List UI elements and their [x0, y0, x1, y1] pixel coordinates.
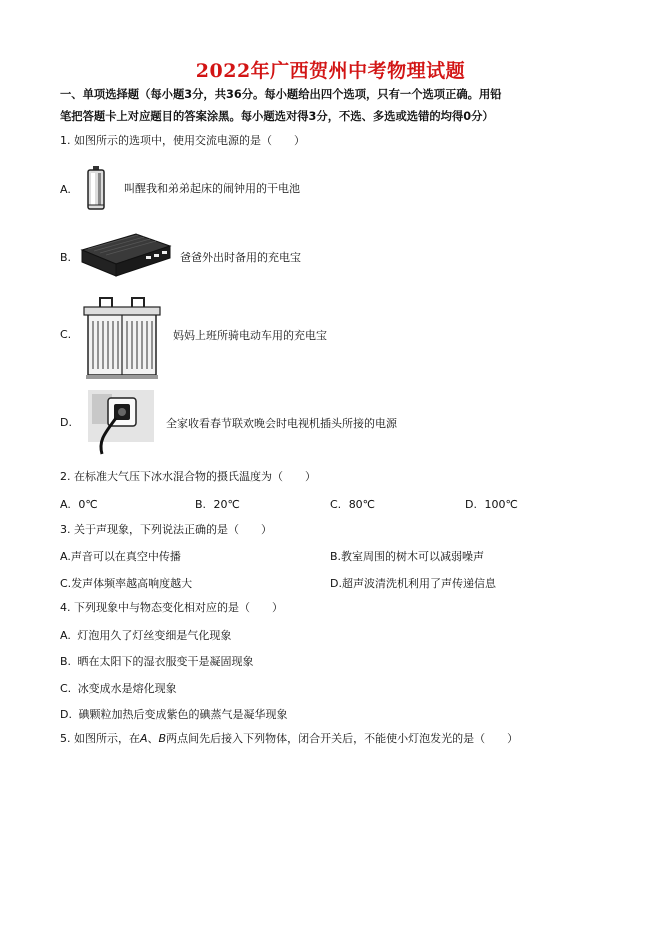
section-heading-line-1: 一、单项选择题（每小题3分，共36分。每小题给出四个选项，只有一个选项正确。用铅 [60, 88, 502, 101]
q4-option-c-label: C. [60, 682, 72, 695]
q3-option-a [60, 548, 181, 564]
q2-option-b-text: 20℃ [213, 498, 240, 511]
question-4-stem: 4. 下列现象中与物态变化相对应的是（ ） [60, 601, 283, 614]
q2-option-a-label: A. [60, 498, 71, 511]
q2-option-d [465, 498, 518, 511]
q4-option-d-text: 碘颗粒加热后变成紫色的碘蒸气是凝华现象 [78, 708, 288, 721]
q1-option-b-label: B. [60, 251, 72, 264]
lead-acid-battery-icon [82, 295, 162, 381]
q4-option-c-text: 冰变成水是熔化现象 [77, 682, 177, 695]
q4-option-a [60, 627, 231, 643]
q3-option-d [330, 575, 496, 591]
q2-option-b [195, 498, 240, 511]
q2-option-c-text: 80℃ [348, 498, 376, 511]
q1-option-a-text: 叫醒我和弟弟起床的闹钟用的干电池 [124, 182, 300, 195]
power-bank-icon [80, 232, 172, 280]
q3-option-d-text: 超声波清洗机利用了声传递信息 [341, 577, 496, 590]
question-3-stem: 3. 关于声现象，下列说法正确的是（ ） [60, 523, 272, 536]
q2-option-d-text: 100℃ [484, 498, 518, 511]
question-1-stem: 1. 如图所示的选项中，使用交流电源的是（ ） [60, 134, 305, 147]
q4-option-a-label: A. [60, 629, 71, 642]
q1-option-c-text: 妈妈上班所骑电动车用的充电宝 [173, 329, 327, 342]
q5-separator: 、 [147, 732, 159, 745]
q5-stem-post: 两点间先后接入下列物体，闭合开关后，不能使小灯泡发光的是（ ） [166, 732, 519, 745]
q3-option-c-label: C. [60, 577, 72, 590]
q3-option-c [60, 575, 192, 591]
question-5-stem [60, 731, 518, 747]
q5-stem-pre: 5. 如图所示，在 [60, 732, 140, 745]
q2-option-a-text: 0℃ [78, 498, 98, 511]
q3-option-b [330, 548, 484, 564]
q2-option-c [330, 498, 375, 511]
q4-option-c [60, 680, 177, 696]
q3-option-c-text: 发声体频率越高响度越大 [71, 577, 193, 590]
q3-option-a-text: 声音可以在真空中传播 [70, 550, 181, 563]
q3-option-b-text: 教室周围的树木可以减弱噪声 [341, 550, 485, 563]
q1-option-c-label: C. [60, 328, 72, 341]
q3-option-d-label: D. [330, 577, 342, 590]
q1-option-d-text: 全家收看春节联欢晚会时电视机插头所接的电源 [166, 417, 397, 430]
page-title: 2022年广西贺州中考物理试题 [195, 60, 466, 82]
q4-option-b [60, 653, 254, 669]
q5-point-b: B [158, 732, 167, 745]
q1-option-a-label: A. [60, 183, 71, 196]
q3-option-b-label: B. [330, 550, 342, 563]
q1-option-b-text: 爸爸外出时备用的充电宝 [180, 251, 301, 264]
q4-option-d [60, 706, 287, 722]
q2-option-c-label: C. [330, 498, 342, 511]
q4-option-d-label: D. [60, 708, 72, 721]
wall-socket-plug-icon [86, 388, 156, 458]
q4-option-a-text: 灯泡用久了灯丝变细是气化现象 [77, 629, 232, 642]
q4-option-b-text: 晒在太阳下的湿衣服变干是凝固现象 [77, 655, 254, 668]
q5-point-a: A [140, 732, 148, 745]
q2-option-b-label: B. [195, 498, 207, 511]
q1-option-d-label: D. [60, 416, 72, 429]
q3-option-a-label: A. [60, 550, 71, 563]
q4-option-b-label: B. [60, 655, 72, 668]
dry-battery-icon [86, 165, 106, 211]
q2-option-d-label: D. [465, 498, 477, 511]
question-2-stem: 2. 在标准大气压下冰水混合物的摄氏温度为（ ） [60, 470, 316, 483]
section-heading-line-2: 笔把答题卡上对应题目的答案涂黑。每小题选对得3分，不选、多选或选错的均得0分） [60, 110, 494, 123]
q2-option-a [60, 498, 98, 511]
